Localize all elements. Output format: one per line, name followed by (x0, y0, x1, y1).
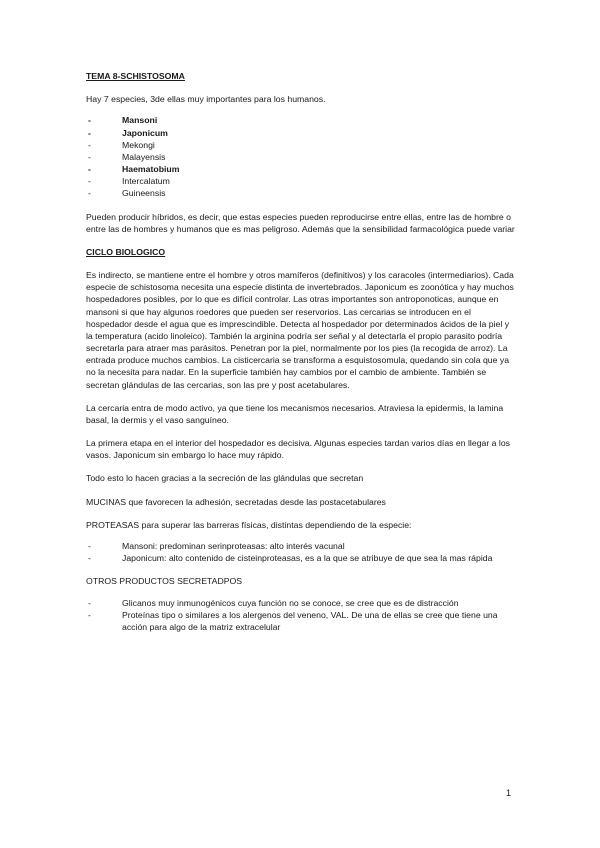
cycle-paragraph: Es indirecto, se mantiene entre el hombre y otros mamíferos (definitivos) y los caracoles (intermediarios). Cada especie de schistosoma necesita una especie distinta de invertebrados. Japonicum es zoonótica y hay muchos hospedadores posibles, por lo que es difícil controlar. Las otras importantes son antroponoticas, aunque en mansoni si que hay algunos roedores que pueden ser reservorios. Las cercarias se introducen en el hospedador desde el agua que es imprescindible. Detecta al hospedador por determinados ácidos de la piel y la temperatura (acido linoleico). También la arginina podría ser señal y al detectarla el propio parasito podría secretarla para atraer mas parásitos. Penetran por la piel, normalmente por los pies (la recogida de arroz). La entrada produce muchos cambios. La cisticercaria se transforma a esquistosomula, quedando sin cola que ya no la necesita para nadar. En la superficie también hay cambios por el cambio de ambiente. También se secretan glándulas de las cercarias, son las pre y post acetabulares. (86, 270, 514, 390)
cycle-paragraph: Todo esto lo hacen gracias a la secreción de las glándulas que secretan (86, 473, 364, 484)
proteases-list (86, 540, 518, 564)
other-products-list (86, 597, 518, 634)
other-product-item: - Proteínas tipo o similares a los alergenos del veneno, VAL. De una de ellas se cree que tiene una acción para algo de la matriz extracelular (86, 609, 518, 633)
other-product-item: - Glicanos muy inmunogénicos cuya función no se conoce, se cree que es de distracción (86, 597, 518, 609)
species-item: - Mansoni (86, 114, 518, 126)
cycle-paragraph: MUCINAS que favorecen la adhesión, secretadas desde las postacetabulares (86, 496, 386, 507)
cycle-paragraph: La cercaria entra de modo activo, ya que tiene los mecanismos necesarios. Atraviesa la epidermis, la lamina basal, la dermis y el vaso sanguíneo. (86, 402, 504, 425)
species-item: - Guineensis (86, 187, 518, 199)
protease-item: - Japonicum: alto contenido de cisteinproteasas, es a la que se atribuye de que sea la mas rápida (86, 552, 518, 564)
cycle-paragraph: La primera etapa en el interior del hospedador es decisiva. Algunas especies tardan varios días en llegar a los vasos. Japonicum sin embargo lo hace muy rápido. (86, 438, 511, 461)
cycle-heading: CICLO BIOLOGICO (86, 246, 166, 257)
page-number: 1 (506, 788, 512, 798)
document-title: TEMA 8-SCHISTOSOMA (86, 71, 185, 81)
species-item: - Intercalatum (86, 175, 518, 187)
species-item: - Haematobium (86, 163, 518, 175)
species-list (86, 114, 518, 199)
species-item: - Malayensis (86, 151, 518, 163)
species-item: - Mekongi (86, 139, 518, 151)
intro-paragraph: Hay 7 especies, 3de ellas muy importantes para los humanos. (86, 94, 326, 105)
hybrids-paragraph: Pueden producir híbridos, es decir, que estas especies pueden reproducirse entre ellas, entre las de hombre o entre las de hombres y humanos que es mas peligroso. Además que la sensibilidad farmacológica puede variar (86, 211, 515, 234)
other-products-heading: OTROS PRODUCTOS SECRETADPOS (86, 576, 243, 587)
document-page (86, 70, 518, 644)
protease-item: - Mansoni: predominan serinproteasas: alto interés vacunal (86, 540, 518, 552)
cycle-paragraph: PROTEASAS para superar las barreras físicas, distintas dependiendo de la especie: (86, 519, 412, 530)
species-item: - Japonicum (86, 127, 518, 139)
